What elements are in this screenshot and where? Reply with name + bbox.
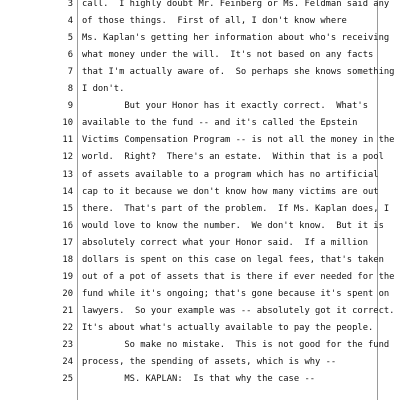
line-text: dollars is spent on this case on legal fees, that's taken: [82, 254, 384, 265]
line-number: 16: [62, 220, 73, 231]
transcript-line: [0, 64, 400, 81]
line-number: 24: [62, 357, 73, 368]
line-number: 25: [62, 374, 73, 385]
line-text: But your Honor has it exactly correct. What's: [82, 101, 368, 112]
line-number: 13: [62, 169, 73, 180]
line-text: Victims Compensation Program -- is not all the money in the: [82, 135, 395, 146]
transcript-line: [0, 47, 400, 64]
line-number: 7: [67, 67, 73, 78]
line-number: 23: [62, 340, 73, 350]
line-number: 11: [62, 135, 73, 146]
line-number: 12: [62, 152, 73, 163]
transcript-line: [0, 81, 400, 98]
line-number: 3: [67, 0, 73, 9]
line-text: absolutely correct what your Honor said. If a million: [82, 237, 368, 248]
line-text: fund while it's ongoing; that's gone because it's spent on: [82, 288, 390, 299]
transcript-line: [0, 115, 400, 132]
transcript-line: [0, 269, 400, 286]
transcript-line: [0, 201, 400, 218]
transcript-line: [0, 320, 400, 337]
line-text: there. That's part of the problem. If Ms. Kaplan does, I: [82, 203, 390, 214]
line-number: 9: [67, 101, 73, 112]
line-number: 4: [67, 16, 73, 27]
line-number: 10: [62, 118, 73, 129]
transcript-line: [0, 184, 400, 201]
line-text: world. Right? There's an estate. Within that is a pool: [82, 152, 384, 163]
line-text: I don't.: [82, 84, 125, 95]
transcript-line: [0, 98, 400, 115]
line-text: process, the spending of assets, which is why --: [82, 357, 337, 368]
line-number: 22: [62, 322, 73, 333]
transcript-line: [0, 218, 400, 235]
line-number: 15: [62, 203, 73, 214]
transcript-line: [0, 132, 400, 149]
transcript-line: [0, 337, 400, 354]
line-text: call. I highly doubt Mr. Feinberg or Ms. Feldman said any: [82, 0, 390, 9]
line-text: of assets available to a program which has no artificial: [82, 169, 379, 180]
line-number: 20: [62, 288, 73, 299]
transcript-line: [0, 167, 400, 184]
line-number: 5: [67, 33, 73, 44]
line-text: lawyers. So your example was -- absolutely got it correct.: [82, 305, 395, 316]
line-number: 18: [62, 254, 73, 265]
line-number: 21: [62, 305, 73, 316]
line-text: of those things. First of all, I don't know where: [82, 16, 347, 27]
transcript-line: [0, 149, 400, 166]
line-number: 17: [62, 237, 73, 248]
line-text: cap to it because we don't know how many victims are out: [82, 186, 379, 197]
line-text: It's about what's actually available to pay the people.: [82, 322, 374, 333]
line-text: MS. KAPLAN: Is that why the case --: [82, 374, 316, 385]
line-text: available to the fund -- and it's called the Epstein: [82, 118, 358, 129]
line-number: 14: [62, 186, 73, 197]
transcript-line: [0, 354, 400, 371]
line-text: Ms. Kaplan's getting her information about who's receiving: [82, 33, 390, 44]
line-text: that I'm actually aware of. So perhaps she knows something: [82, 67, 395, 78]
transcript-line: [0, 0, 400, 13]
line-text: what money under the will. It's not based on any facts: [82, 50, 374, 61]
line-number: 6: [67, 50, 73, 61]
line-number: 19: [62, 271, 73, 282]
transcript-line: [0, 286, 400, 303]
transcript-line: [0, 235, 400, 252]
transcript-line: [0, 13, 400, 30]
transcript-line: [0, 252, 400, 269]
transcript-line: [0, 30, 400, 47]
line-text: So make no mistake. This is not good for the fund: [82, 340, 390, 350]
line-text: out of a pot of assets that is there if ever needed for the: [82, 271, 395, 282]
transcript-line: [0, 303, 400, 320]
line-text: would love to know the number. We don't know. But it is: [82, 220, 384, 231]
line-number: 8: [67, 84, 73, 95]
transcript-line: [0, 371, 400, 388]
